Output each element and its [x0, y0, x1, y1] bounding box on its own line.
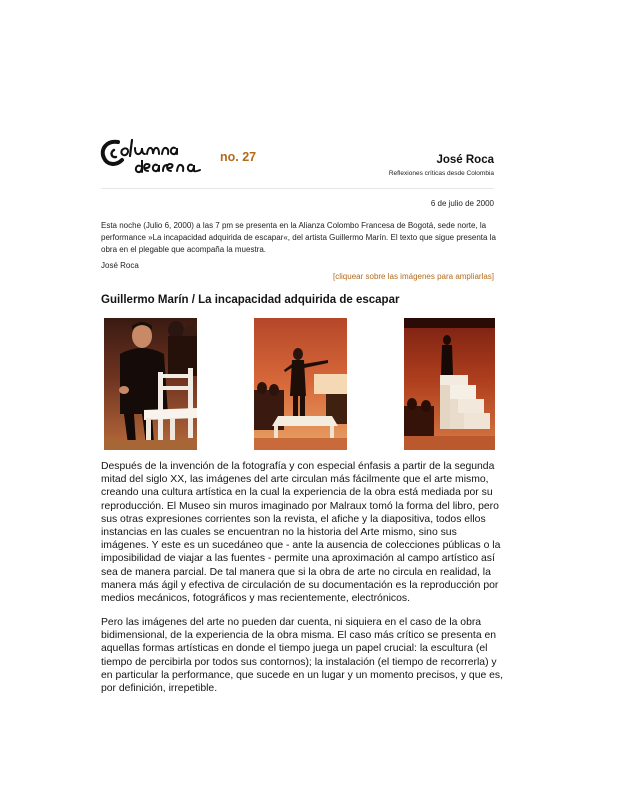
section-title: Guillermo Marín / La incapacidad adquirida de escapar [101, 294, 400, 306]
author-subtitle: Reflexiones críticas desde Colombia [388, 170, 494, 177]
publication-date: 6 de julio de 2000 [430, 199, 494, 208]
body-paragraph-1: Después de la invención de la fotografía y con especial énfasis a partir de la segunda mitad del siglo XX, las imágenes del arte circulan más fácilmente que el arte mismo, creando una cultura artística en la cual la experiencia de la obra está mediada por su reproducción. El Museo sin muros imaginado por Malraux tomó la forma del libro, pero sus otras expresiones corrientes son la revista, el afiche y la diapositiva, todos ellos instancias en las cuales se encuentran no la historia del Arte mismo, sino sus imágenes. Y este es un sucedáneo que - ante la ausencia de colecciones públicas o la imposibilidad de viajar a las fuentes - permite una aproximación al campo artístico así sea de manera parcial. De tal manera que si la obra de arte no circula en realidad, la manera más ágil y efectiva de circulación de su documentación es la reproducción por medios mecánicos, fotográficos y mas recientemente, electrónicos. [101, 461, 501, 605]
enlarge-images-link[interactable]: [cliquear sobre las imágenes para ampliarlas] [333, 272, 494, 281]
author-name: José Roca [436, 154, 494, 166]
photo-1-image [104, 318, 197, 450]
columna-de-arena-logo[interactable] [100, 136, 204, 176]
photo-2-image [254, 318, 347, 450]
performance-photo-2[interactable] [254, 318, 347, 450]
photo-3-image [404, 318, 495, 450]
performance-photo-1[interactable] [104, 318, 197, 450]
logo-wordmark-icon [100, 136, 204, 176]
performance-photo-3[interactable] [404, 318, 495, 450]
body-paragraph-2: Pero las imágenes del arte no pueden dar cuenta, ni siquiera en el caso de la obra bidimensional, de la experiencia de la obra misma. El caso más crítico se presenta en aquellas formas artísticas en donde el tiempo juega un papel crucial: la escultura (el tiempo de percibirla por todos sus contornos); la instalación (el tiempo de recorrerla) y en particular la performance, que sucede en un lugar y un momento precisos, y que es, por definición, irrepetible. [101, 617, 503, 695]
intro-signature: José Roca [101, 261, 139, 270]
issue-number: no. 27 [220, 150, 257, 164]
intro-paragraph: Esta noche (Julio 6, 2000) a las 7 pm se presenta en la Alianza Colombo Francesa de Bogotá, sede norte, la performance »La incapacidad adquirida de escapar«, del artista Guillermo Marín. El texto que sigue presenta la obra en el plegable que acompaña la muestra. [101, 221, 496, 254]
header-divider [101, 188, 494, 189]
